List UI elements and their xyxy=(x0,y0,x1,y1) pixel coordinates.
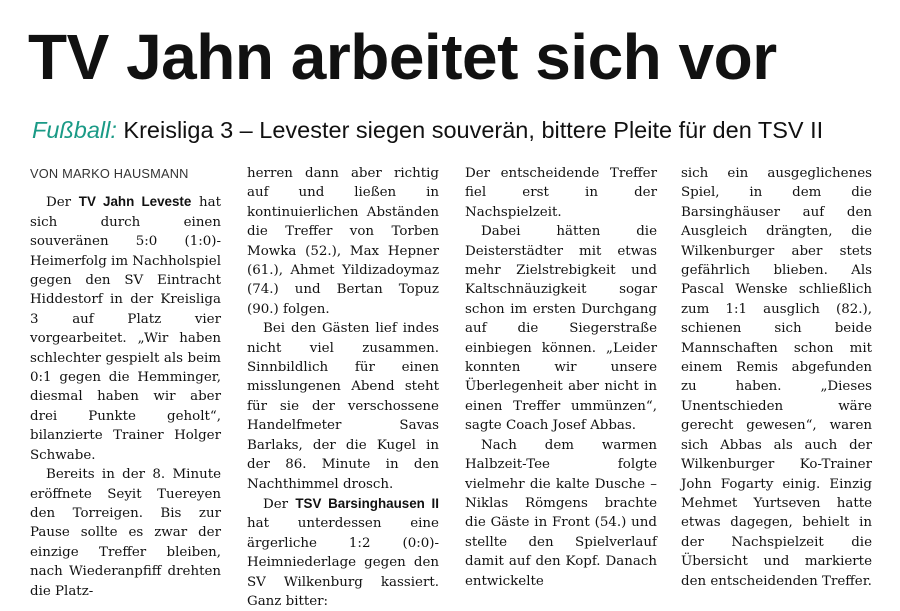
paragraph: Bereits in der 8. Minute eröffnete Seyit Tuereyen den Torreigen. Bis zur Pause sollte es zwar der einzige Treffer bleiben, nach Wiederanpfiff drehten die Platz- xyxy=(30,467,221,599)
paragraph xyxy=(30,192,221,465)
paragraph-text: hat sich durch einen souveränen 5:0 (1:0)-Heimerfolg im Nachholspiel gegen den SV Eintracht Hiddestorf in der Kreisliga 3 auf Platz vier vorgearbeitet. „Wir haben schlechter gespielt als beim 0:1 gegen die Hemminger, diesmal haben wir aber drei Punkte geholt“, bilanzierte Trainer Holger Schwabe. xyxy=(30,195,222,463)
paragraph: Dabei hätten die Deisterstädter mit etwas mehr Zielstrebigkeit und Kaltschnäuzigkeit sogar schon im ersten Durchgang auf die Siegerstraße einbiegen können. „Leider konnten wir unsere Überlegenheit aber nicht in einen Treffer ummünzen“, sagte Coach Josef Abbas. xyxy=(465,224,657,434)
paragraph: Bei den Gästen lief indes nicht viel zusammen. Sinnbildlich für einen misslungenen Abend steht für sie der verschossene Handelfmeter Savas Barlaks, der die Kugel in der 86. Minute in den Nachthimmel drosch. xyxy=(247,321,439,492)
byline: VON MARKO HAUSMANN xyxy=(30,166,189,181)
article-column-1 xyxy=(30,164,222,599)
subheadline xyxy=(32,114,892,146)
headline: TV Jahn arbeitet sich vor xyxy=(28,21,777,93)
paragraph-text: Der xyxy=(46,195,79,211)
paragraph-text: Der xyxy=(263,496,296,512)
paragraph: herren dann aber richtig auf und ließen in kontinuierlichen Abständen die Treffer von Torben Mowka (52.), Max Hepner (61.), Ahmet Yildizadoymaz (74.) und Bertan Topuz (90.) folgen. xyxy=(247,166,439,317)
paragraph: Nach dem warmen Halbzeit-Tee folgte vielmehr die kalte Dusche – Niklas Römgens brachte die Gäste in Front (54.) und stellte den Spielverlauf damit auf den Kopf. Danach entwickelte xyxy=(465,437,657,589)
paragraph xyxy=(247,494,439,611)
paragraph-text: hat unterdessen eine ärgerliche 1:2 (0:0)-Heimniederlage gegen den SV Wilkenburg kassiert. Ganz bitter: xyxy=(247,516,439,609)
team-name: TV Jahn Leveste xyxy=(78,194,192,210)
subhead-kicker: Fußball: xyxy=(32,117,117,143)
team-name: TSV Barsinghausen II xyxy=(295,495,439,511)
article-column-4 xyxy=(681,164,872,589)
article-column-2 xyxy=(247,164,439,609)
article-column-3 xyxy=(465,164,657,589)
subhead-text: Kreisliga 3 – Levester siegen souverän, bittere Pleite für den TSV II xyxy=(116,117,824,143)
paragraph: Der entscheidende Treffer fiel erst in der Nachspielzeit. xyxy=(465,166,657,220)
paragraph: sich ein ausgeglichenes Spiel, in dem die Barsinghäuser auf den Ausgleich drängten, die Wilkenburger aber stets gefährlich blieben. Als Pascal Wenske schließlich zum 1:1 ausglich (82.), schienen sich beide Mannschaften schon mit einem Remis abgefunden zu haben. „Dieses Unentschieden wäre gerecht gewesen“, waren sich Abbas als auch der Wilkenburger Ko-Trainer John Fogarty einig. Einzig Mehmet Yurtseven hatte etwas dagegen, behielt in der Nachspielzeit die Übersicht und markierte den entscheidenden Treffer. xyxy=(681,166,872,589)
